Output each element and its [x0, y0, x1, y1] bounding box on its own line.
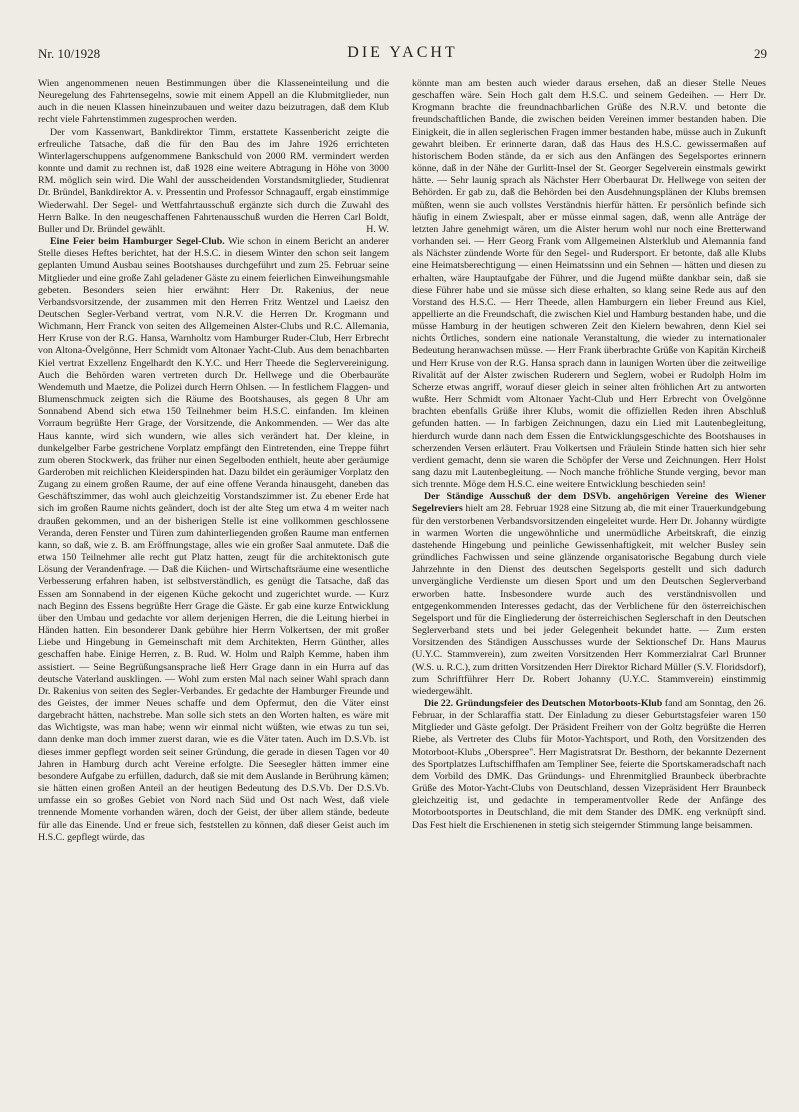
article-text: fand am Sonntag, den 26. Februar, in der Schlaraffia statt. Der Einladung zu dieser Geburtstagsfeier waren 150 Mitglieder und Gäste gefolgt. Der Präsident Freiherr von der Goltz begrüßte die Herren Riebe, als Vertreter des Clubs für Motor-Yachtsport, und Roth, den Vorsitzenden des Motorboot-Klubs „Oberspree". Herr Magistratsrat Dr. Besthorn, der bekannte Dezernent des Sportplatzes Luftschiffhafen am Templiner See, feierte die Sportskameradschaft nach dem Vorbild des DMK. Das Gründungs- und Ehrenmitglied Braunbeck überbrachte Grüße des Motor-Yacht-Clubs von Deutschland, dessen Vizepräsident Herr Braunbeck gleichzeitig ist, und gedachte in temperamentvoller Rede der Anfänge des Motorbootsportes in Deutschland, die mit dem Stander des DMK. eng verknüpft sind. Das Fest hielt die Erschienenen in stetig sich steigernder Stimmung lange beisammen.	[412, 697, 766, 831]
left-column	[38, 78, 389, 1098]
paragraph: Wien angenommenen neuen Bestimmungen über die Klasseneinteilung und die Neuregelung des Fahrtensegelns, sowie mit einem Appell an die Klubmitglieder, nun auch in die neuen Klassen hineinzubauen und weiter dazu beizutragen, daß dem Klub recht viele Fahrtenstimmen zugesprochen werden.	[38, 78, 389, 126]
paragraph-text: Der vom Kassenwart, Bankdirektor Timm, erstattete Kassenbericht zeigte die erfreuliche Tatsache, daß die für den Bau des im Jahre 1926 errichteten Winterlagerschuppens aufgenommene Bankschuld von 2000 RM. vermindert werden konnte und damit zu rechnen ist, daß 1928 eine weitere Abtragung in Höhe von 3000 RM. möglich sein wird. Die Wahl der ausscheidenden Vorstandsmitglieder, Studienrat Dr. Bründel, Bankdirektor A. v. Pressentin und Professor Schnagauff, ergab einstimmige Wiederwahl. Der Segel- und Wettfahrtausschuß ergänzte sich durch die Zuwahl des Herrn Balke. In den neugeschaffenen Fahrtenausschuß wurden die Herren Carl Boldt, Buller und Dr. Bründel gewählt.	[38, 126, 389, 235]
paragraph	[38, 127, 389, 236]
article-heading: Eine Feier beim Hamburger Segel-Club.	[50, 236, 225, 248]
article-paragraph	[412, 491, 766, 698]
article-text: hielt am 28. Februar 1928 eine Sitzung ab, die mit einer Trauerkundgebung für den verstorbenen Verbandsvorsitzenden eingeleitet wurde. Herr Dr. Johanny würdigte in warmen Worten die ungewöhnliche und unermüdliche Arbeitskraft, die einzig dastehende Hingebung und peinliche Gewissenhaftigkeit, mit welcher Busley sein gründliches Fachwissen und seine glänzende organisatorische Begabung durch viele Jahrzehnte in den Dienst des deutschen Segelsports gestellt und sich dadurch unvergängliche Verdienste um diesen Sport und um den Deutschen Seglerverband erworben hatte. Insbesondere wurde auch des verständnisvollen und entgegenkommenden Interesses gedacht, das der Verblichene für den österreichischen Segelsport und für die Eingliederung der österreichischen Seglerschaft in den Deutschen Seglerverband stets und bei jeder Gelegenheit bekundet hatte. — Zum ersten Vorsitzenden des Ständigen Ausschusses wurde der Sektionschef Dr. Hans Maurus (U.Y.C. Stammverein), zum zweiten Vorsitzenden Herr Kommerzialrat Carl Brunner (W.S. u. R.C.), zum dritten Vorsitzenden Herr Direktor Richard Müller (S.V. Floridsdorf), zum Schriftführer Herr Dr. Robert Johanny (U.Y.C. Stammverein) einstimmig wiedergewählt.	[412, 503, 766, 697]
paragraph: könnte man am besten auch wieder daraus ersehen, daß an dieser Stelle Neues geschaffen wäre. Sein Hoch galt dem H.S.C. und seinem Gedeihen. — Herr Dr. Krogmann brachte die freundnachbarlichen Grüße des N.R.V. und betonte die freundschaftlichen Bande, die zwischen beiden Vereinen immer bestanden haben. Die Einigkeit, die in allen seglerischen Fragen immer bestanden habe, müsse auch in Zukunft gewahrt bleiben. Er erinnerte daran, daß das Haus des H.S.C. gewissermaßen auf historischem Boden stände, da er sich aus den Anfängen des Segelsportes erinnern könne, daß in der Nähe der Gurlitt-Insel der St. Georger Segelverein einstmals gewirkt hätte. — Sehr launig sprach als Nächster Herr Oberbaurat Dr. Hellwege von seiten der Behörden. Er gab zu, daß die Behörden bei den Ausdehnungsplänen der Klubs bremsen müßten, wenn sie auch vollstes Verständnis hierfür hätten. Er persönlich befinde sich häufig in einem Zwiespalt, aber er müsse einmal sagen, daß, wenn alle Anträge der letzten Jahre genehmigt wären, um die Alster herum wohl nur noch eine Bretterwand vorhanden sei. — Herr Georg Frank vom Allgemeinen Alsterklub und Alemannia fand als Nächster zündende Worte für den Segel- und Rudersport. Er betonte, daß alle Klubs eine Heimatsberechtigung — einen Heimatssinn und ein Sehnen — hätten und diesen zu erhalten, wäre Hauptaufgabe der Führer, und die Jugend müßte dankbar sein, daß sie diese Führer habe und sie müsse sich diese erhalten, so klang seine Rede aus auf den Vorstand des H.S.C. — Herr Theede, allen Hamburgern ein lieber Freund aus Kiel, appellierte an die Freundschaft, die zwischen Kiel und Hamburg bestanden habe, und die müsse Hamburg in der heutigen schweren Zeit den Kielern bewahren, denn Kiel sei nichts Örtliches, sondern eine nationale Veranstaltung, die wieder zu internationaler Bedeutung heranwachsen müsse. — Herr Frank überbrachte Grüße von Kapitän Kircheiß und Herr Kruse von der R.G. Hansa sprach dann in launigen Worten über die zeitweilige Rivalität auf der Alster zwischen Ruderern und Seglern, wobei er Rudolph Holm im Scherze etwas angriff, worauf dieser gleich in seiner alten fröhlichen Art zu antworten wußte. Herr Schmidt vom Altonaer Yacht-Club und Herr Erbrecht von Övelgönne brachten ebenfalls Grüße ihrer Klubs, womit die offiziellen Reden ihren Abschluß gefunden hatten. — In farbigen Zeichnungen, dazu ein Lied mit Lautenbegleitung, hierdurch wurde dann nach dem Essen die Entwicklungsgeschichte des Bootshauses in scherzenden Versen erläutert. Frau Volkertsen und Fräulein Stinde hatten sich hier sehr verdient gemacht, denn sie waren die Schöpfer der Verse und Zeichnungen. Herr Holst sang dazu mit Lautenbegleitung. — Noch manche fröhliche Stunde verging, bevor man sich trennte. Möge dem H.S.C. eine weitere Entwicklung beschieden sein!	[412, 78, 766, 491]
article-heading: Die 22. Gründungsfeier des Deutschen Motorboots-Klub	[424, 697, 663, 709]
article-paragraph	[412, 698, 766, 832]
magazine-title: DIE YACHT	[347, 44, 458, 61]
article-paragraph	[38, 236, 389, 844]
article-text: Wie schon in einem Bericht an anderer Stelle dieses Heftes berichtet, hat der H.S.C. in diesem Winter den schon seit langem geplanten Umund Ausbau seines Bootshauses durchgeführt und zum 25. Februar seine Mitglieder und eine große Zahl geladener Gäste zu einem feierlichen Einweihungsmahle gebeten. Besonders seien hier erwähnt: Herr Dr. Rakenius, der neue Verbandsvorsitzende, der zusammen mit den Herren Fritz Wentzel und Laeisz den Deutschen Segler-Verband vertrat, vom N.R.V. die Herren Dr. Krogmann und Wichmann, Herr Franck von seiten des Allgemeinen Alster-Clubs und R.C. Allemania, Herr Kruse von der R.G. Hansa, Warnholtz vom Hamburger Ruder-Club, Herr Erbrecht von Altona-Övelgönne, Herr Schmidt vom Altonaer Yacht-Club. Aus dem benachbarten Kiel vertrat Exzellenz Engelhardt den K.Y.C. und Herr Theede die Seglervereinigung. Auch die Behörden waren vertreten durch Dr. Hellwege und die Oberbauräte Wendemuth und Maetze, die Polizei durch Herrn Ohlsen. — In festlichem Flaggen- und Blumenschmuck zeigten sich die Räume des Bootshauses, als gegen 8 Uhr am Sonnabend Abend sich etwa 150 Teilnehmer beim H.S.C. einfanden. Im kleinen Vorraum begrüßte Herr Grage, der Vorsitzende, die Ankommenden. — Wer das alte Haus kannte, wird sich wundern, wie alles sich verändert hat. Der kleine, in dunkelgelber Farbe gestrichene Vorplatz empfängt den Eintretenden, eine Treppe führt zum oberen Stockwerk, das früher nur einen Segelboden enthielt, heute aber geräumige Garderoben mit reichlichen Kleiderspinden hat. Dazu bildet ein geräumiger Vorplatz den Zugang zu einem großen Raume, der auf eine offene Veranda hinausgeht, daneben das Geschäftszimmer, das wohl auch gleichzeitig Vorstandszimmer ist. Zu ebener Erde hat sich im großen Raume nichts geändert, doch ist der alte Steg um etwa 4 m weiter nach draußen gekommen, und an der bisherigen Stelle ist eine vollkommen geschlossene Veranda, deren Fenster und Türen zum dahinterliegenden großen Raume man entfernen kann, so daß, wie z. B. am Eröffnungstage, alles wie ein großer Saal anmutete. Daß die etwa 150 Teilnehmer alle recht gut Platz hatten, zeugt für die architektonisch gute Lösung der Verandenfrage. — Daß die Küchen- und Wirtschaftsräume eine wesentliche Verbesserung erfahren haben, ist selbstverständlich, es genügt die Tatsache, daß das Essen am Sonnabend in der eigenen Küche gekocht und zugerichtet wurde. — Kurz nach Beginn des Essens begrüßte Herr Grage die Gäste. Er gab eine kurze Entwicklung über den Umbau und gedachte vor allem derjenigen Herren, die die Leitung hierbei in Händen hatten. Ein besonderer Dank gebühre hier Herrn Volkertsen, der mit großer Liebe und Hingebung in Gemeinschaft mit dem Architekten, Herrn Günther, alles geschaffen habe. Einige Herren, z. B. Rud. W. Holm und Ralph Kemme, haben ihm assistiert. — Seine Begrüßungsansprache ließ Herr Grage dann in ein Hurra auf das deutsche Vaterland ausklingen. — Wohl zum ersten Mal nach seiner Wahl sprach dann Dr. Rakenius von seiten des Segler-Verbandes. Er gedachte der Hamburger Freunde und des Geistes, der immer Neues schaffe und dem Opfermut, den die Väter einst dargebracht hätten, nachstrebe. Man solle sich stets an den Worten halten, es wäre mit das Wichtigste, was man habe; wenn wir einmal nicht wüßten, wie etwas zu tun sei, dann denke man doch immer zuerst daran, wie es die Väter taten. Auch im D.S.Vb. ist dieses immer gepflegt worden seit seiner Gründung, die gerade in diesen Tagen vor 40 Jahren in Hamburg durch acht Vereine erfolgte. Die Seesegler hätten immer eine besondere Aufgabe zu erfüllen, dadurch, daß sie mit dem Auslande in Berührung kämen; sie hätten einen großen Anteil an der heutigen Bedeutung des D.S.Vb. Der D.S.Vb. umfasse ein so großes Gebiet von Nord nach Süd und Ost nach West, daß viele trennende Momente vorhanden wären, doch der Geist, der über allem stände, bedeute für alle das Einende. Und er freue sich, feststellen zu können, daß dieser Geist auch im H.S.C. gepflegt würde, das	[38, 236, 389, 843]
right-column	[412, 78, 766, 1098]
author-signature: H. W.	[366, 223, 389, 235]
issue-number: Nr. 10/1928	[38, 46, 101, 61]
page-header	[38, 46, 767, 68]
article-heading: Der Ständige Ausschuß der dem DSVb. angehörigen Vereine des Wiener Segelreviers	[412, 491, 766, 515]
page-number: 29	[754, 46, 767, 61]
